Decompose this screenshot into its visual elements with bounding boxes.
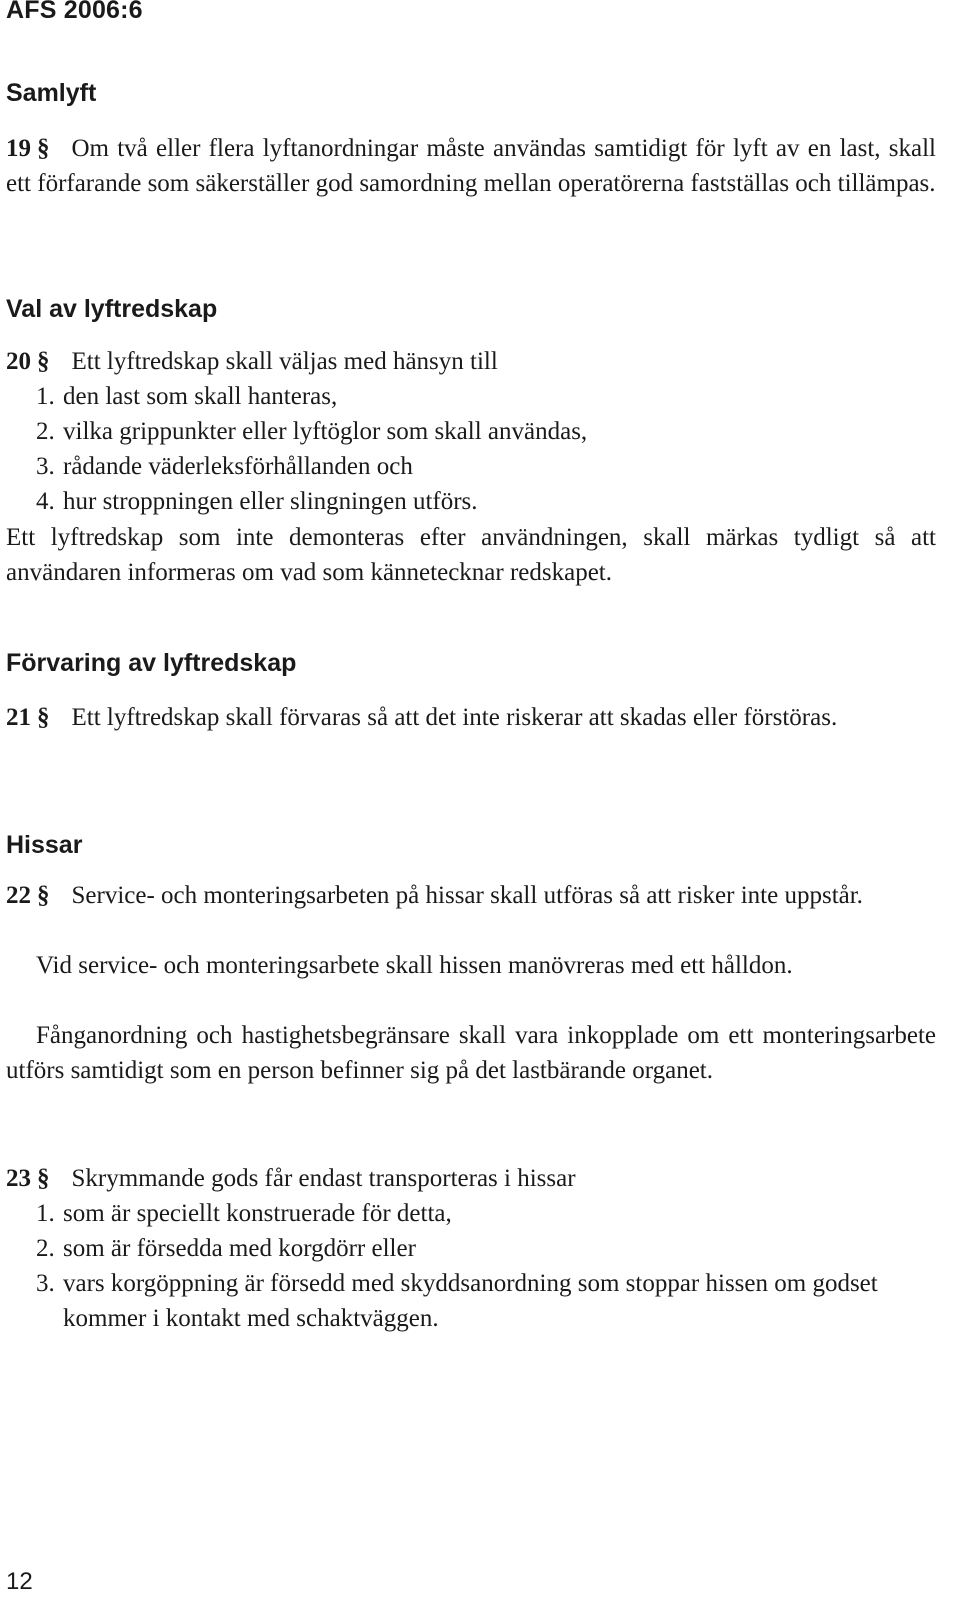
list-item <box>36 414 941 449</box>
list-text: vilka grippunkter eller lyftöglor som skall användas, <box>63 418 588 445</box>
running-head: AFS 2006:6 <box>6 0 143 24</box>
paragraph-23 <box>6 1161 936 1196</box>
paragraph-22 <box>6 878 936 913</box>
list-item <box>36 484 941 519</box>
page-number: 12 <box>6 1568 33 1595</box>
paragraph-text: Ett lyftredskap skall väljas med hänsyn till <box>71 348 498 375</box>
list-number: 2. <box>36 418 55 445</box>
heading-hissar: Hissar <box>6 831 83 859</box>
list-text: vars korgöppning är försedd med skyddsanordning som stoppar hissen om godset kommer i kontakt med schaktväggen. <box>63 1270 878 1332</box>
section-sign: § <box>37 135 50 162</box>
list-number: 4. <box>36 488 55 515</box>
list-text: den last som skall hanteras, <box>63 383 338 410</box>
section-sign: § <box>37 704 50 731</box>
list-text: hur stroppningen eller slingningen utförs. <box>63 488 478 515</box>
heading-val-av-lyftredskap: Val av lyftredskap <box>6 295 218 323</box>
list-item <box>36 1231 941 1266</box>
list-number: 1. <box>36 383 55 410</box>
list-text: som är speciellt konstruerade för detta, <box>63 1200 452 1227</box>
paragraph-number: 22 <box>6 882 31 909</box>
list-item <box>36 1196 941 1231</box>
section-sign: § <box>37 1165 50 1192</box>
list-number: 1. <box>36 1200 55 1227</box>
paragraph-21 <box>6 700 936 735</box>
list-text: som är försedda med korgdörr eller <box>63 1235 416 1262</box>
paragraph-text: Service- och monteringsarbeten på hissar skall utföras så att risker inte uppstår. <box>71 882 863 909</box>
paragraph-number: 20 <box>6 348 31 375</box>
paragraph-20 <box>6 344 936 379</box>
list-number: 2. <box>36 1235 55 1262</box>
section-sign: § <box>37 348 50 375</box>
list-23 <box>36 1196 941 1336</box>
section-sign: § <box>37 882 50 909</box>
paragraph-20-continuation: Ett lyftredskap som inte demonteras efter användningen, skall märkas tydligt så att användaren informeras om vad som kännetecknar redskapet. <box>6 524 936 586</box>
list-20 <box>36 379 941 519</box>
list-number: 3. <box>36 453 55 480</box>
paragraph-text: Om två eller flera lyftanordningar måste användas samtidigt för lyft av en last, skall ett förfarande som säkerställer god samordning mellan operatörerna fastställas och tillämpas. <box>6 135 936 197</box>
paragraph-22-second: Vid service- och monteringsarbete skall hissen manövreras med ett hålldon. <box>36 952 793 979</box>
paragraph-number: 21 <box>6 704 31 731</box>
paragraph-number: 23 <box>6 1165 31 1192</box>
paragraph-number: 19 <box>6 135 31 162</box>
heading-samlyft: Samlyft <box>6 79 97 107</box>
list-text: rådande väderleksförhållanden och <box>63 453 413 480</box>
paragraph-19 <box>6 131 936 201</box>
list-item <box>36 379 941 414</box>
paragraph-text: Ett lyftredskap skall förvaras så att det inte riskerar att skadas eller förstöras. <box>71 704 838 731</box>
paragraph-text: Skrymmande gods får endast transporteras i hissar <box>71 1165 576 1192</box>
list-number: 3. <box>36 1270 55 1297</box>
paragraph-22-third: Fånganordning och hastighetsbegränsare skall vara inkopplade om ett monteringsarbete utförs samtidigt som en person befinner sig på det lastbärande organet. <box>6 1022 936 1084</box>
list-item <box>36 1266 941 1336</box>
heading-forvaring-av-lyftredskap: Förvaring av lyftredskap <box>6 649 297 677</box>
list-item <box>36 449 941 484</box>
